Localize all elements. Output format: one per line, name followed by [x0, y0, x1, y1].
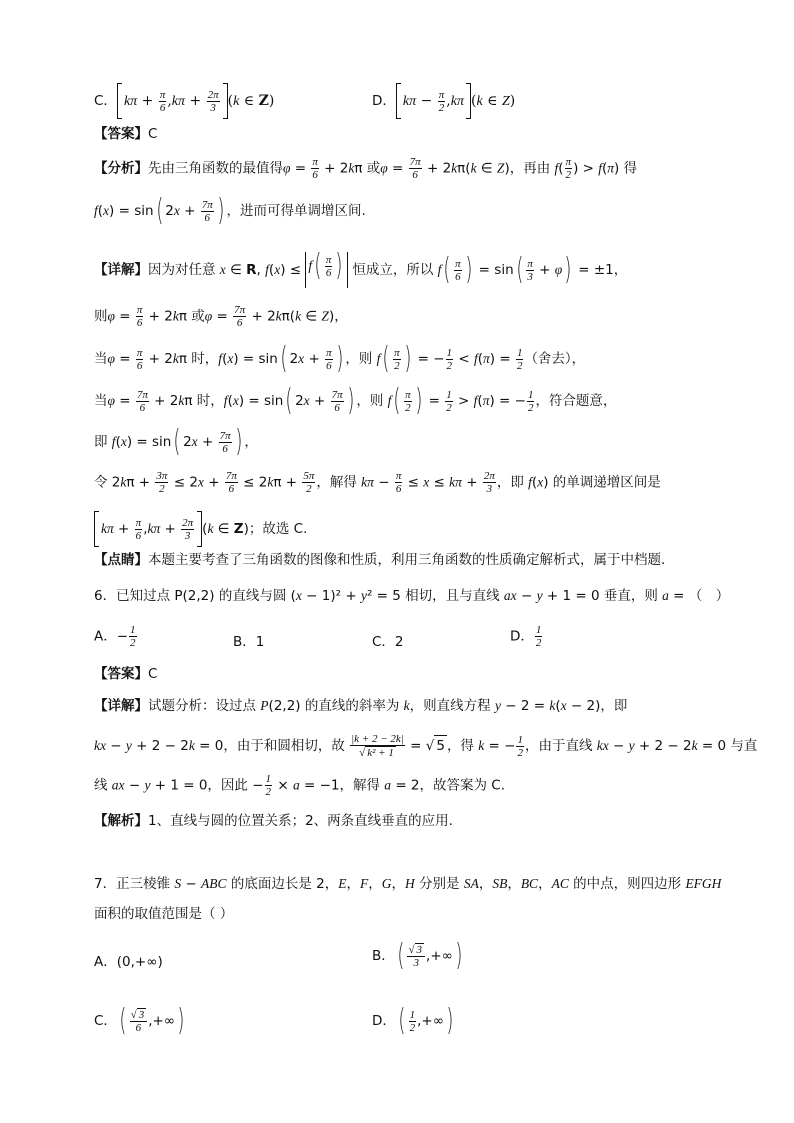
- q6-detail-line-1: 【详解】试题分析：设过点 P(2,2) 的直线的斜率为 k，则直线方程 y − 2 = k(x − 2)，即: [94, 698, 628, 714]
- q5-detail-line-5: 即 f(x) = sin( 2x + $\frac{7\pi}{6}$ ) ，: [94, 424, 258, 459]
- q7-stem-line-1: 7．正三棱锥 S − ABC 的底面边长是 2，E，F，G，H 分别是 SA，SB，BC，AC 的中点，则四边形 EFGH: [94, 876, 722, 892]
- q7-option-a: A．(0,+∞): [94, 954, 163, 970]
- q5-detail-line-6: 令 2kπ + $\frac{3\pi}{2}$ ≤ 2x + $\frac{7\pi}{6}$ ≤ 2kπ + $\frac{5\pi}{2}$ ，解得 kπ − $\frac{\pi}{6}$ ≤ x ≤ kπ + $\frac{2\pi}{3}$ ，即 f(x) 的单调递增区间是: [94, 470, 661, 495]
- q6-parse: 【解析】1、直线与圆的位置关系；2、两条直线垂直的应用.: [94, 813, 453, 829]
- q6-answer: 【答案】C: [94, 666, 158, 682]
- q6-option-a: A．− $\frac{1}{2}$: [94, 624, 136, 649]
- q5-detail-line-7: kπ + $\frac{\pi}{6}$ ,kπ + $\frac{2\pi}{3}$ (k ∈ Z)；故选 C.: [94, 511, 307, 547]
- q7-option-d: D．( $\frac{1}{2}$ ,+∞): [372, 1003, 454, 1038]
- q5-analysis-line-2: f(x) = sin( 2x + $\frac{7\pi}{6}$ ) ，进而可得单调增区间.: [94, 193, 366, 228]
- q6-detail-line-3: 线 ax − y + 1 = 0，因此 − $\frac{1}{2}$ × a = −1，解得 a = 2，故答案为 C.: [94, 773, 506, 798]
- q7-stem-line-2: 面积的取值范围是（ ）: [94, 906, 234, 922]
- q6-stem: 6．已知过点 P(2,2) 的直线与圆 (x − 1)² + y² = 5 相切，且与直线 ax − y + 1 = 0 垂直，则 a = （ ）: [94, 588, 730, 604]
- q6-option-b: B．1: [233, 634, 265, 650]
- q5-analysis-line-1: 【分析】先由三角函数的最值得φ = $\frac{\pi}{6}$ + 2kπ 或φ = $\frac{7\pi}{6}$ + 2kπ(k ∈ Z)，再由 f( $\frac{\pi}{2}$ ) > f(π) 得: [94, 156, 638, 181]
- q5-detail-line-3: 当φ = $\frac{\pi}{6}$ + 2kπ 时，f(x) = sin( 2x + $\frac{\pi}{6}$ ) ，则 f( $\frac{\pi}{2}$ ) = − $\frac{1}{2}$ < f(π) = $\frac{1}{2}$ （舍去），: [94, 341, 586, 376]
- q5-detail-line-2: 则φ = $\frac{\pi}{6}$ + 2kπ 或φ = $\frac{7\pi}{6}$ + 2kπ(k ∈ Z)，: [94, 304, 348, 329]
- q5-detail-line-1: 【详解】因为对任意 x ∈ R, f(x) ≤ f( $\frac{\pi}{6}$ ) 恒成立，所以 f( $\frac{\pi}{6}$ ) = sin( $\frac{\pi}{3}$ + φ) = ±1，: [94, 248, 628, 287]
- q7-option-c: C．( $\frac{√ 3}{6}$ ,+∞): [94, 1003, 185, 1038]
- q5-comment: 【点睛】本题主要考查了三角函数的图像和性质，利用三角函数的性质确定解析式，属于中档题.: [94, 552, 666, 568]
- q6-option-d: D． $\frac{1}{2}$: [510, 624, 542, 649]
- q5-option-c: C． kπ + $\frac{\pi}{6}$ ,kπ + $\frac{2\pi}{3}$ (k ∈ Z): [94, 83, 274, 119]
- q7-option-b: B．( $\frac{√ 3}{3}$ ,+∞): [372, 938, 463, 973]
- q6-detail-line-2: kx − y + 2 − 2k = 0，由于和圆相切，故 $\frac{|k + 2 - 2k|}{\text{√ k² + 1}}$ = √ 5 ，得 k = − $\frac{1}{2}$ ，由于直线 kx − y + 2 − 2k = 0 与直: [94, 733, 758, 759]
- q5-detail-line-4: 当φ = $\frac{7\pi}{6}$ + 2kπ 时，f(x) = sin( 2x + $\frac{7\pi}{6}$ ) ，则 f( $\frac{\pi}{2}$ ) = $\frac{1}{2}$ > f(π) = − $\frac{1}{2}$ ，符合题意，: [94, 383, 617, 418]
- q5-answer: 【答案】C: [94, 126, 158, 142]
- q6-option-c: C．2: [372, 634, 404, 650]
- q5-option-d: D． kπ − $\frac{\pi}{2}$ ,kπ (k ∈ Z): [372, 83, 515, 119]
- q5-option-c-label: C．: [94, 93, 117, 109]
